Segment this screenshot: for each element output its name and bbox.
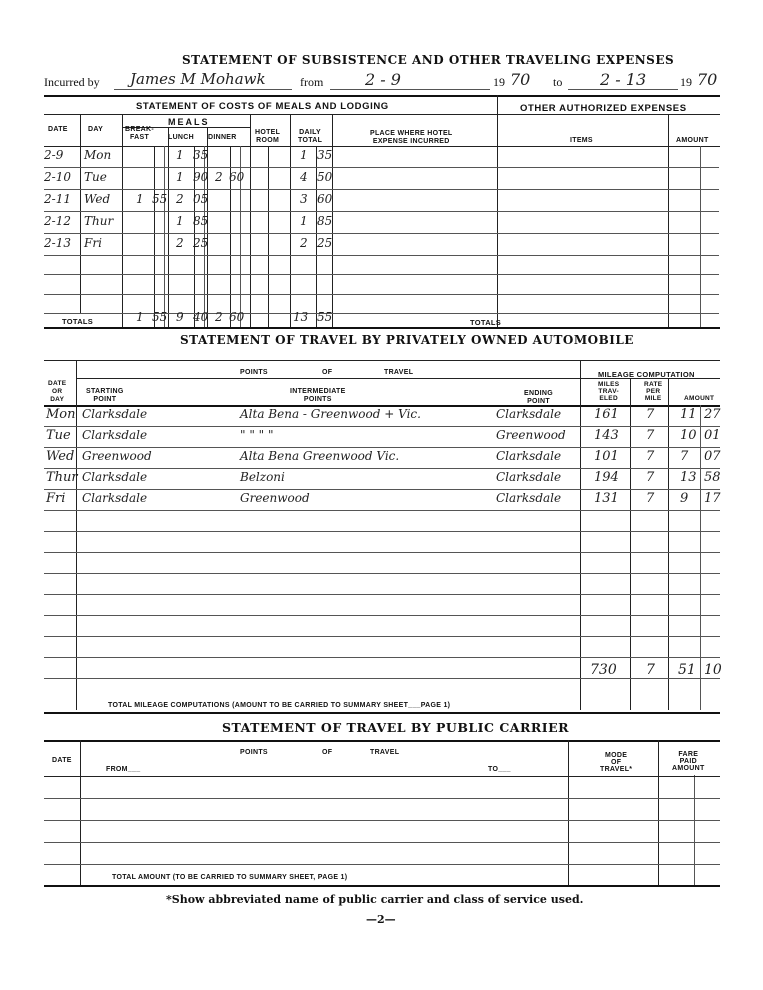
meal-daily-cents: 50 (317, 170, 333, 184)
auto-start-point: Clarksdale (82, 491, 148, 505)
auto-start-point: Clarksdale (82, 470, 148, 484)
incurred-by-label: Incurred by (44, 75, 100, 89)
auto-miles: 161 (594, 407, 619, 422)
auto-col-start: STARTING POINT (86, 388, 124, 403)
auto-amount-cents: 27 (704, 407, 721, 422)
auto-of-label: OF (322, 369, 333, 376)
meal-day: Fri (84, 236, 102, 250)
col-lunch: LUNCH (168, 134, 194, 141)
carrier-to-label: TO___ (488, 766, 511, 773)
auto-section-title: STATEMENT OF TRAVEL BY PRIVATELY OWNED AUTOMOBILE (180, 333, 634, 347)
meal-date: 2-10 (44, 170, 71, 184)
meal-lunch-dollars: 2 (176, 236, 184, 250)
other-totals-label: TOTALS (470, 318, 502, 327)
from-year-value: 70 (510, 70, 531, 89)
col-date: DATE (48, 126, 68, 133)
total-daily-cents: 55 (317, 310, 333, 324)
meal-daily-dollars: 1 (300, 214, 308, 228)
meal-dinner-dollars: 2 (215, 170, 223, 184)
meal-day: Thur (84, 214, 114, 228)
meals-section-title: STATEMENT OF COSTS OF MEALS AND LODGING (136, 101, 389, 112)
total-lunch-dollars: 9 (176, 310, 184, 324)
meal-daily-cents: 60 (317, 192, 333, 206)
meal-date: 2-12 (44, 214, 71, 228)
incurred-by-value: James M Mohawk (130, 70, 266, 88)
meal-day: Tue (84, 170, 107, 184)
total-breakfast-dollars: 1 (136, 310, 144, 324)
meal-breakfast-dollars: 1 (136, 192, 144, 206)
meal-daily-cents: 35 (317, 148, 333, 162)
carrier-col-fare: FARE PAID AMOUNT (672, 751, 705, 772)
total-amount-cents: 10 (704, 662, 722, 678)
auto-end-point: Clarksdale (496, 470, 562, 484)
meals-totals-label: TOTALS (62, 317, 94, 326)
meal-lunch-dollars: 2 (176, 192, 184, 206)
auto-intermediate-points: Greenwood (240, 491, 310, 505)
meal-day: Wed (84, 192, 111, 206)
col-breakfast: BREAK- FAST (125, 126, 155, 141)
meal-daily-dollars: 3 (300, 192, 308, 206)
auto-miles: 194 (594, 470, 619, 485)
total-dinner-dollars: 2 (215, 310, 223, 324)
auto-amount-dollars: 11 (680, 407, 697, 422)
col-hotel-room: HOTEL ROOM (255, 129, 281, 144)
meal-daily-cents: 85 (317, 214, 333, 228)
meal-lunch-cents: 35 (193, 148, 209, 162)
auto-col-rate: RATE PER MILE (644, 381, 663, 402)
auto-col-miles: MILES TRAV- ELED (598, 381, 620, 402)
auto-rate: 7 (646, 491, 655, 506)
col-day: DAY (88, 126, 104, 133)
auto-day: Thur (46, 470, 78, 485)
meals-group-label: MEALS (168, 117, 210, 127)
auto-col-intermediate: INTERMEDIATE POINTS (290, 388, 346, 403)
page-number: —2— (366, 913, 396, 926)
auto-end-point: Clarksdale (496, 491, 562, 505)
auto-end-point: Clarksdale (496, 407, 562, 421)
carrier-points-label: POINTS (240, 749, 268, 756)
meal-date: 2-11 (44, 192, 71, 206)
auto-miles: 143 (594, 428, 619, 443)
meal-lunch-dollars: 1 (176, 214, 184, 228)
meal-lunch-cents: 05 (193, 192, 209, 206)
carrier-col-date: DATE (52, 757, 72, 764)
meal-daily-cents: 25 (317, 236, 333, 250)
meal-lunch-cents: 90 (193, 170, 209, 184)
auto-amount-dollars: 7 (680, 449, 689, 464)
total-amount-dollars: 51 (678, 662, 696, 678)
auto-amount-cents: 17 (704, 491, 721, 506)
auto-start-point: Clarksdale (82, 407, 148, 421)
auto-day: Fri (46, 491, 66, 506)
footnote: *Show abbreviated name of public carrier and class of service used. (166, 893, 584, 906)
auto-intermediate-points: Belzoni (240, 470, 285, 484)
total-rate: 7 (646, 662, 655, 678)
auto-day: Tue (46, 428, 71, 443)
mileage-computation-label: MILEAGE COMPUTATION (598, 370, 695, 379)
form-title: STATEMENT OF SUBSISTENCE AND OTHER TRAVELING EXPENSES (182, 53, 675, 67)
col-items: ITEMS (570, 137, 593, 144)
auto-col-end: ENDING POINT (524, 390, 554, 405)
col-other-amount: AMOUNT (676, 137, 709, 144)
auto-col-amount: AMOUNT (684, 395, 715, 402)
auto-intermediate-points: " " " " (240, 428, 274, 442)
meal-day: Mon (84, 148, 112, 162)
auto-points-label: POINTS (240, 369, 268, 376)
meal-date: 2-9 (44, 148, 64, 162)
auto-amount-cents: 01 (704, 428, 721, 443)
auto-rate: 7 (646, 428, 655, 443)
meal-daily-dollars: 2 (300, 236, 308, 250)
meal-lunch-cents: 25 (193, 236, 209, 250)
to-date-value: 2 - 13 (600, 70, 647, 89)
meal-breakfast-cents: 55 (152, 192, 168, 206)
carrier-of-label: OF (322, 749, 333, 756)
auto-col-date: DATE OR DAY (48, 380, 67, 403)
auto-end-point: Clarksdale (496, 449, 562, 463)
meal-lunch-dollars: 1 (176, 170, 184, 184)
meal-daily-dollars: 4 (300, 170, 308, 184)
auto-rate: 7 (646, 470, 655, 485)
total-daily-dollars: 13 (293, 310, 309, 324)
auto-day: Wed (46, 449, 75, 464)
auto-rate: 7 (646, 449, 655, 464)
auto-start-point: Greenwood (82, 449, 152, 463)
other-expenses-title: OTHER AUTHORIZED EXPENSES (520, 103, 687, 114)
auto-amount-dollars: 13 (680, 470, 697, 485)
auto-end-point: Greenwood (496, 428, 566, 442)
auto-amount-cents: 58 (704, 470, 721, 485)
total-miles: 730 (590, 662, 617, 678)
auto-intermediate-points: Alta Bena - Greenwood + Vic. (240, 407, 421, 421)
auto-start-point: Clarksdale (82, 428, 148, 442)
to-label: to (553, 75, 563, 89)
year-prefix-2: 19 (680, 75, 692, 89)
from-label: from (300, 75, 324, 89)
carrier-from-label: FROM___ (106, 766, 141, 773)
auto-day: Mon (46, 407, 76, 422)
carrier-footer-note: TOTAL AMOUNT (TO BE CARRIED TO SUMMARY SHEET, PAGE 1) (112, 874, 348, 881)
col-daily-total: DAILY TOTAL (298, 129, 323, 144)
total-dinner-cents: 60 (229, 310, 245, 324)
from-date-value: 2 - 9 (365, 70, 401, 89)
auto-rate: 7 (646, 407, 655, 422)
col-dinner: DINNER (208, 134, 237, 141)
auto-intermediate-points: Alta Bena Greenwood Vic. (240, 449, 400, 463)
carrier-col-mode: MODE OF TRAVEL* (600, 752, 633, 773)
meal-date: 2-13 (44, 236, 71, 250)
auto-amount-cents: 07 (704, 449, 721, 464)
auto-amount-dollars: 9 (680, 491, 689, 506)
auto-amount-dollars: 10 (680, 428, 697, 443)
col-place: PLACE WHERE HOTEL EXPENSE INCURRED (370, 130, 453, 145)
meal-lunch-cents: 85 (193, 214, 209, 228)
to-year-value: 70 (697, 70, 718, 89)
carrier-travel-label: TRAVEL (370, 749, 400, 756)
meal-lunch-dollars: 1 (176, 148, 184, 162)
carrier-section-title: STATEMENT OF TRAVEL BY PUBLIC CARRIER (222, 720, 570, 735)
total-breakfast-cents: 55 (152, 310, 168, 324)
auto-miles: 101 (594, 449, 619, 464)
total-lunch-cents: 40 (193, 310, 209, 324)
year-prefix-1: 19 (493, 75, 505, 89)
auto-footer-note: TOTAL MILEAGE COMPUTATIONS (AMOUNT TO BE CARRIED TO SUMMARY SHEET___PAGE 1) (108, 702, 451, 709)
meal-daily-dollars: 1 (300, 148, 308, 162)
meal-dinner-cents: 60 (229, 170, 245, 184)
auto-travel-label: TRAVEL (384, 369, 414, 376)
auto-miles: 131 (594, 491, 619, 506)
